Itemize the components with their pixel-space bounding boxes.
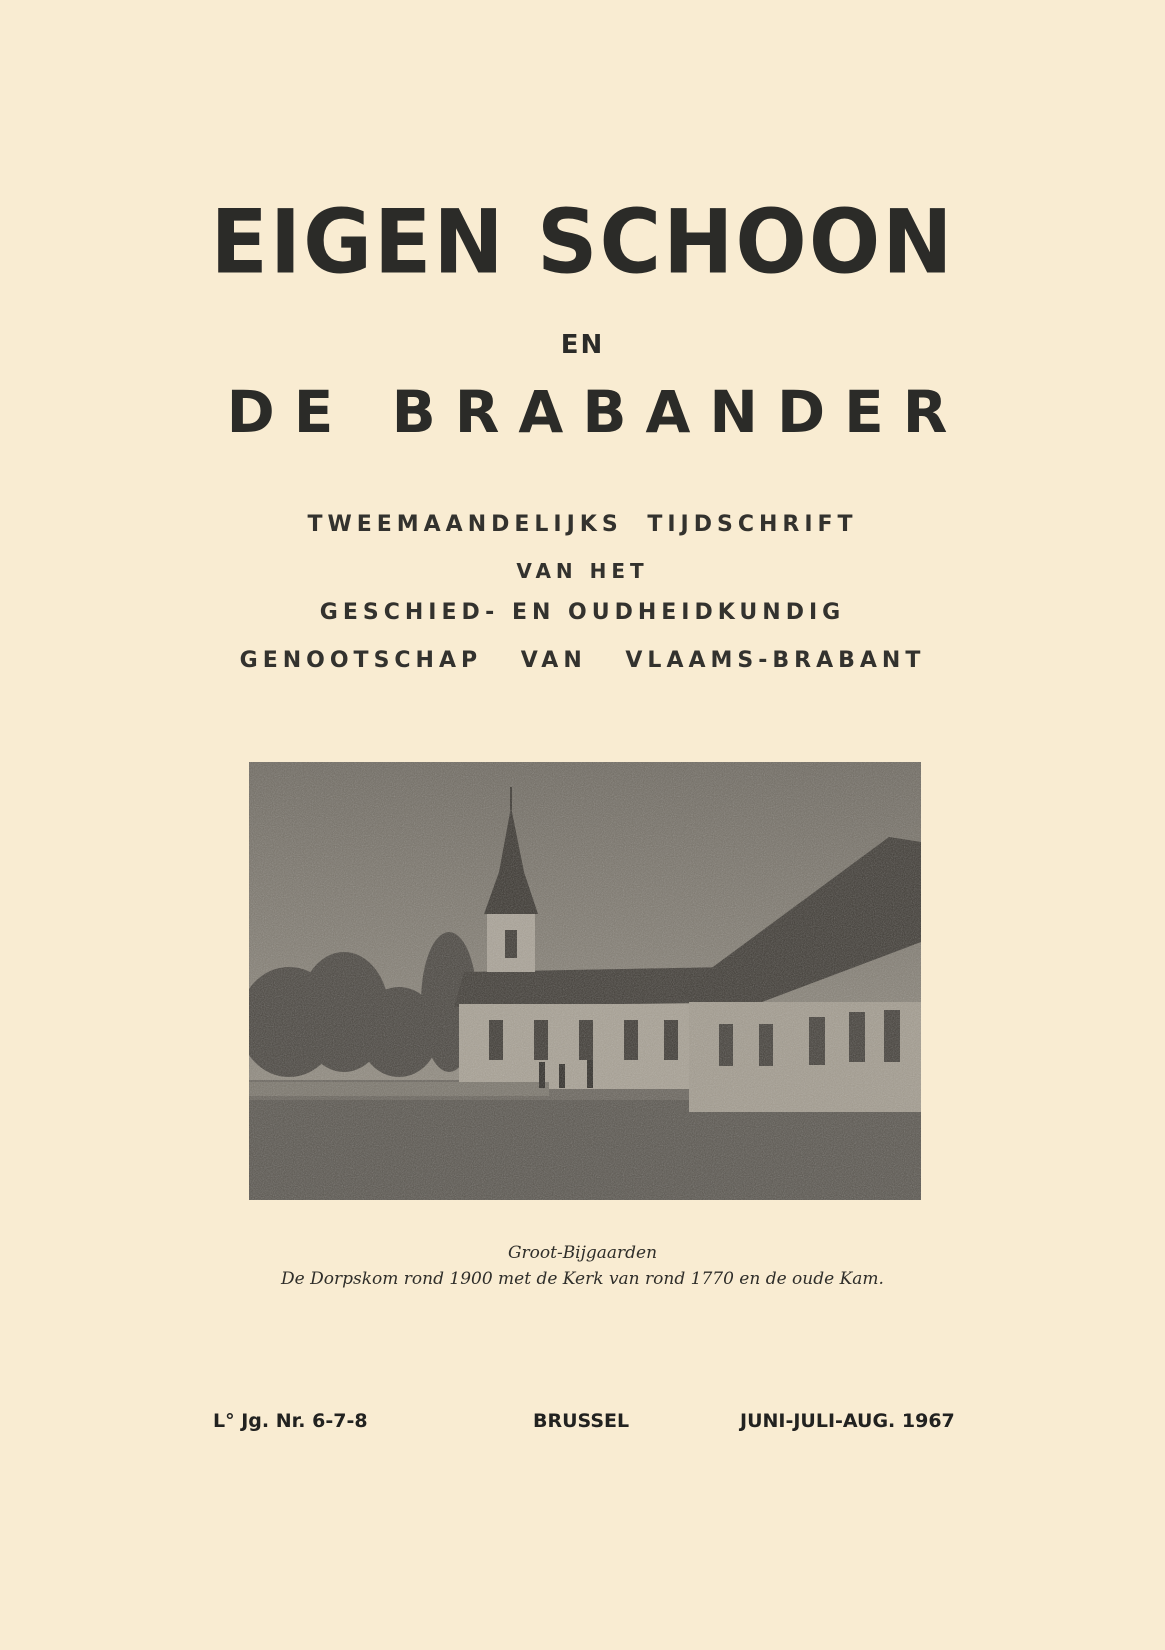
magazine-title: EIGEN SCHOON — [210, 190, 955, 294]
description-line-4: GENOOTSCHAP VAN VLAAMS-BRABANT — [239, 648, 926, 673]
magazine-subtitle: DE BRABANDER — [226, 378, 967, 446]
title-conjunction: EN — [560, 330, 605, 360]
publication-date: JUNI-JULI-AUG. 1967 — [740, 1410, 955, 1432]
issue-number: L° Jg. Nr. 6-7-8 — [213, 1410, 368, 1432]
cover-photo — [249, 762, 921, 1200]
description-line-2: VAN HET — [516, 559, 649, 583]
description-line-3: GESCHIED- EN OUDHEIDKUNDIG — [319, 600, 846, 625]
publication-city: BRUSSEL — [533, 1410, 630, 1432]
photo-caption-text: De Dorpskom rond 1900 met de Kerk van rond 1770 en de oude Kam. — [281, 1269, 884, 1289]
description-line-1: TWEEMAANDELIJKS TIJDSCHRIFT — [307, 512, 858, 537]
photo-caption-place: Groot-Bijgaarden — [507, 1243, 658, 1263]
